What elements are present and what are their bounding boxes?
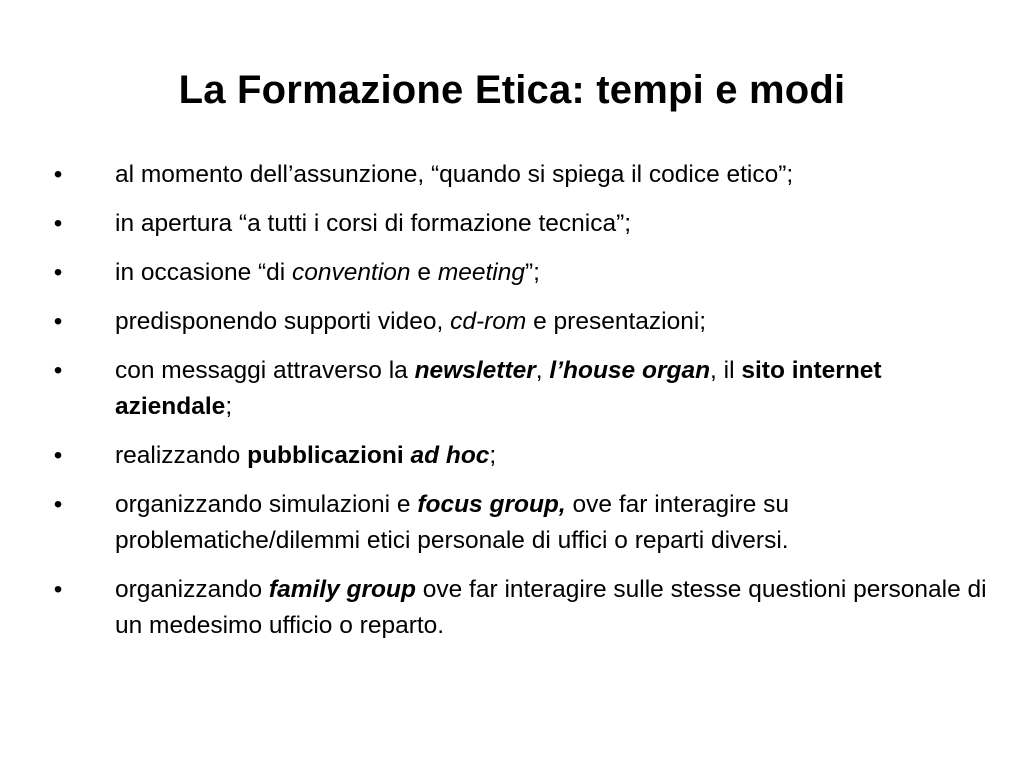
item-text-bold: pubblicazioni — [247, 442, 411, 469]
item-text: ove far interagire su problematiche/dilemmi etici personale di uffici o reparti diversi. — [115, 491, 790, 554]
bullet-list — [0, 157, 1024, 657]
list-item — [0, 438, 1024, 474]
bullet-marker: • — [53, 357, 63, 384]
list-item — [0, 487, 1024, 559]
item-text-bold-italic: l’house organ — [549, 357, 711, 384]
list-item — [0, 206, 1024, 242]
item-text: in occasione “di — [115, 259, 293, 286]
item-text-bold-italic: focus group, — [417, 491, 566, 518]
bullet-marker: • — [53, 210, 63, 237]
item-text: ove far interagire sulle stesse questioni personale di un medesimo ufficio o reparto. — [115, 576, 987, 639]
bullet-marker: • — [53, 576, 63, 603]
item-text-bold-italic: newsletter — [414, 357, 536, 384]
bullet-marker: • — [53, 308, 63, 335]
slide-title: La Formazione Etica: tempi e modi — [178, 68, 846, 112]
item-text: organizzando simulazioni e — [115, 491, 418, 518]
item-text: con messaggi attraverso la — [115, 357, 415, 384]
bullet-marker: • — [53, 259, 63, 286]
item-text: , il — [710, 357, 742, 384]
list-item — [0, 304, 1024, 340]
item-text-bold: sito internet aziendale — [115, 357, 882, 420]
list-item — [0, 572, 1024, 644]
item-text-italic: cd-rom — [450, 308, 527, 335]
item-text: ; — [489, 442, 497, 469]
item-text-bold-italic: family group — [268, 576, 416, 603]
list-item — [0, 255, 1024, 291]
item-text: e — [410, 259, 438, 286]
item-text: ; — [225, 393, 233, 420]
item-text: ”; — [524, 259, 540, 286]
item-text: in apertura “a tutti i corsi di formazione tecnica”; — [115, 210, 632, 237]
list-item — [0, 157, 1024, 193]
item-text: , — [535, 357, 550, 384]
item-text: al momento dell’assunzione, “quando si spiega il codice etico”; — [115, 161, 794, 188]
item-text-italic: meeting — [437, 259, 525, 286]
item-text: predisponendo supporti video, — [115, 308, 451, 335]
list-item — [0, 353, 1024, 425]
item-text: realizzando — [115, 442, 248, 469]
bullet-marker: • — [53, 442, 63, 469]
item-text: organizzando — [115, 576, 269, 603]
item-text-italic: convention — [292, 259, 411, 286]
item-text: e presentazioni; — [526, 308, 707, 335]
bullet-marker: • — [53, 161, 63, 188]
item-text-bold-italic: ad hoc — [410, 442, 490, 469]
bullet-marker: • — [53, 491, 63, 518]
